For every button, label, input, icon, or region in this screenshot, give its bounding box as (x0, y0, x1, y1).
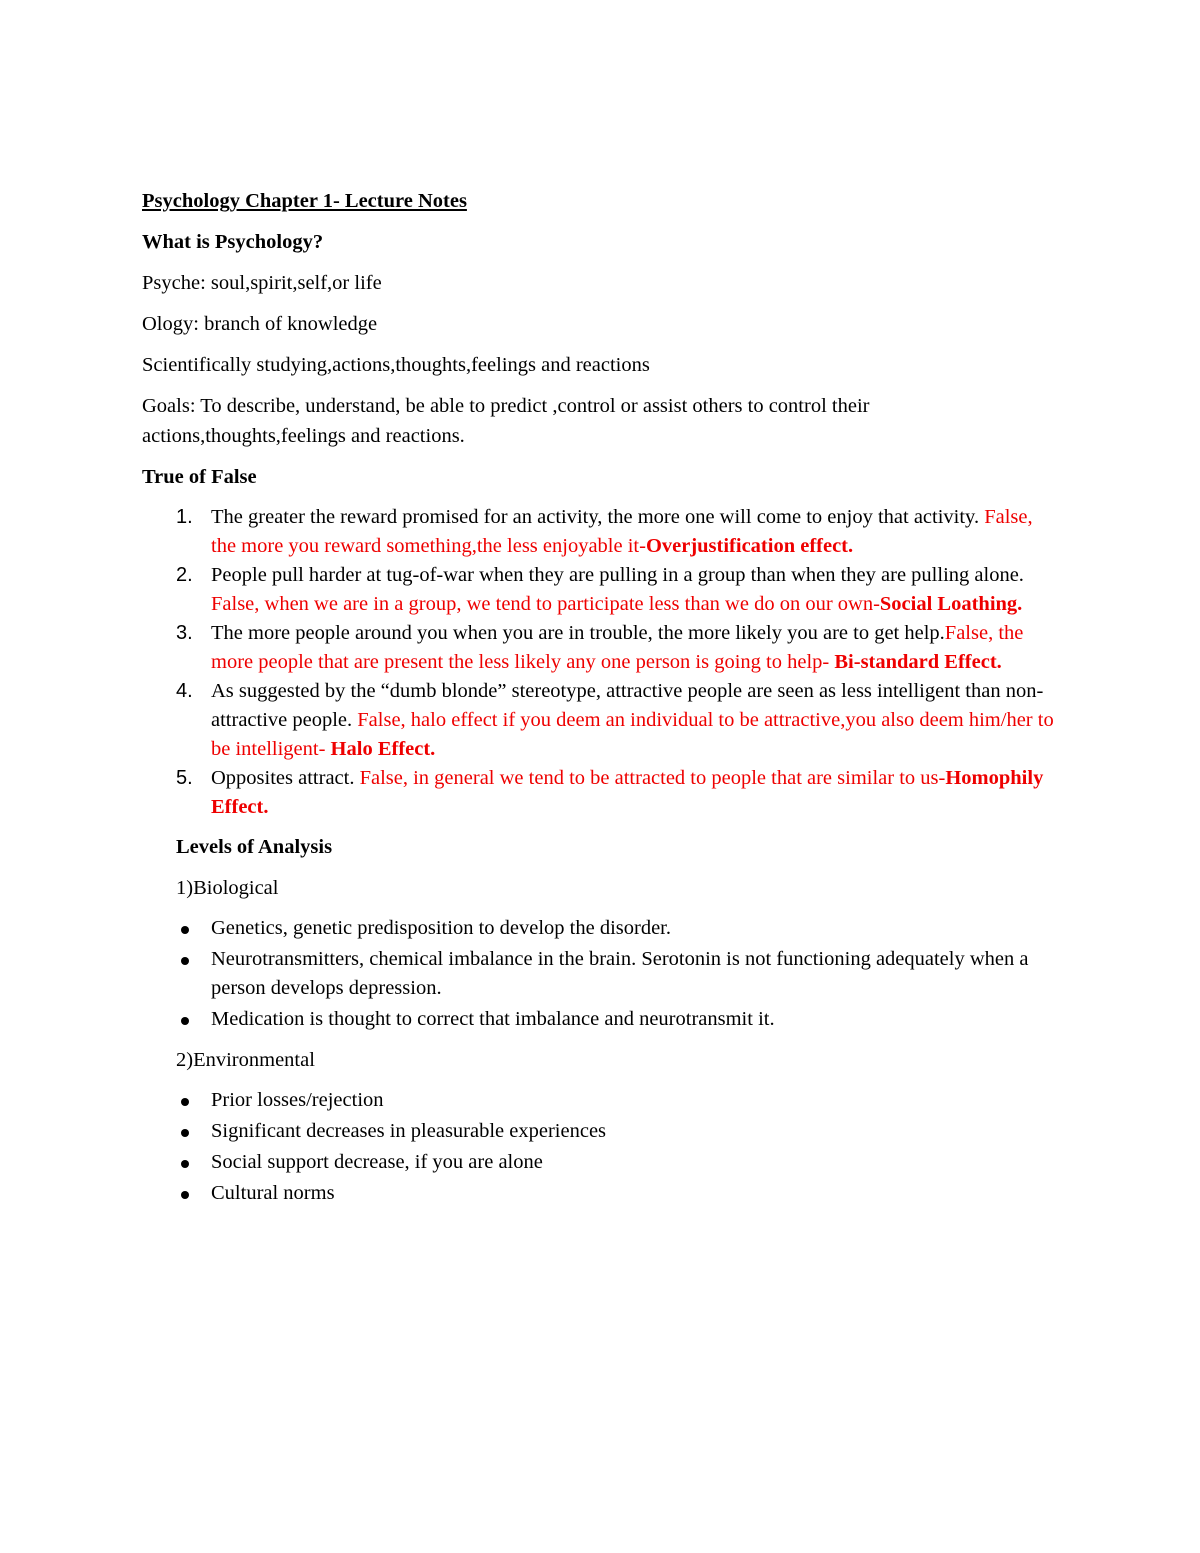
biological-heading: 1)Biological (176, 877, 279, 899)
tf-effect: Halo Effect. (330, 738, 436, 760)
tf-effect: Bi-standard Effect. (834, 651, 1002, 673)
list-item-text: Cultural norms (211, 1182, 335, 1204)
levels-of-analysis-heading: Levels of Analysis (176, 836, 333, 858)
tf-answer: False, in general we tend to be attracted to people that are similar to us- (354, 767, 946, 789)
biological-list (142, 914, 1062, 1034)
true-false-list (142, 503, 1062, 822)
list-item (142, 503, 1062, 561)
tf-statement: As suggested by the “dumb blonde” stereotype, attractive people are seen as less intelligent than non-attractive people. (211, 680, 1044, 731)
environmental-list (142, 1086, 1062, 1208)
definition-ology: Ology: branch of knowledge (142, 313, 378, 335)
list-item-text: Prior losses/rejection (211, 1089, 384, 1111)
list-item-text: Genetics, genetic predisposition to develop the disorder. (211, 917, 671, 939)
list-item-text: Significant decreases in pleasurable experiences (211, 1120, 607, 1142)
bullet-icon (181, 1191, 189, 1199)
list-number: 1. (176, 506, 193, 528)
tf-statement: The greater the reward promised for an activity, the more one will come to enjoy that activity. (211, 506, 980, 528)
definition-psyche: Psyche: soul,spirit,self,or life (142, 272, 382, 294)
tf-statement: Opposites attract. (211, 767, 355, 789)
environmental-heading: 2)Environmental (176, 1049, 315, 1071)
list-item (142, 677, 1062, 764)
list-item-text: Social support decrease, if you are alone (211, 1151, 543, 1173)
tf-answer: False, the more people that are present the less likely any one person is going to help- (211, 622, 1024, 673)
tf-effect: Homophily Effect. (211, 767, 1044, 818)
list-item-text: Medication is thought to correct that imbalance and neurotransmit it. (211, 1008, 775, 1030)
tf-statement: The more people around you when you are in trouble, the more likely you are to get help. (211, 622, 945, 644)
tf-effect: Social Loathing. (879, 593, 1023, 615)
true-false-heading: True of False (142, 466, 257, 488)
list-item (142, 1148, 1062, 1177)
document-page (142, 186, 1062, 1219)
list-number: 4. (176, 680, 193, 702)
bullet-icon (181, 1160, 189, 1168)
tf-answer: False, when we are in a group, we tend to participate less than we do on our own- (211, 593, 880, 615)
bullet-icon (181, 957, 189, 965)
list-item-text: Neurotransmitters, chemical imbalance in the brain. Serotonin is not functioning adequately when a person develops depression. (211, 948, 1029, 999)
list-item (142, 764, 1062, 822)
definition-goals: Goals: To describe, understand, be able to predict ,control or assist others to control their actions,thoughts,feelings and reactions. (142, 395, 870, 447)
list-item (142, 1086, 1062, 1115)
tf-answer: False, halo effect if you deem an individual to be attractive,you also deem him/her to be intelligent- (211, 709, 1054, 760)
definition-scientific-study: Scientifically studying,actions,thoughts,feelings and reactions (142, 354, 650, 376)
bullet-icon (181, 926, 189, 934)
what-is-psychology-heading: What is Psychology? (142, 231, 324, 253)
tf-statement: People pull harder at tug-of-war when they are pulling in a group than when they are pulling alone. (211, 564, 1024, 586)
list-item (142, 1005, 1062, 1034)
list-item (142, 619, 1062, 677)
list-item (142, 1117, 1062, 1146)
bullet-icon (181, 1129, 189, 1137)
tf-effect: Overjustification effect. (645, 535, 854, 557)
list-item (142, 945, 1062, 1003)
list-number: 3. (176, 622, 193, 644)
list-item (142, 914, 1062, 943)
tf-answer: False, the more you reward something,the less enjoyable it- (211, 506, 1033, 557)
list-number: 5. (176, 767, 193, 789)
document-title: Psychology Chapter 1- Lecture Notes (142, 190, 467, 212)
list-number: 2. (176, 564, 193, 586)
bullet-icon (181, 1017, 189, 1025)
bullet-icon (181, 1098, 189, 1106)
list-item (142, 1179, 1062, 1208)
list-item (142, 561, 1062, 619)
